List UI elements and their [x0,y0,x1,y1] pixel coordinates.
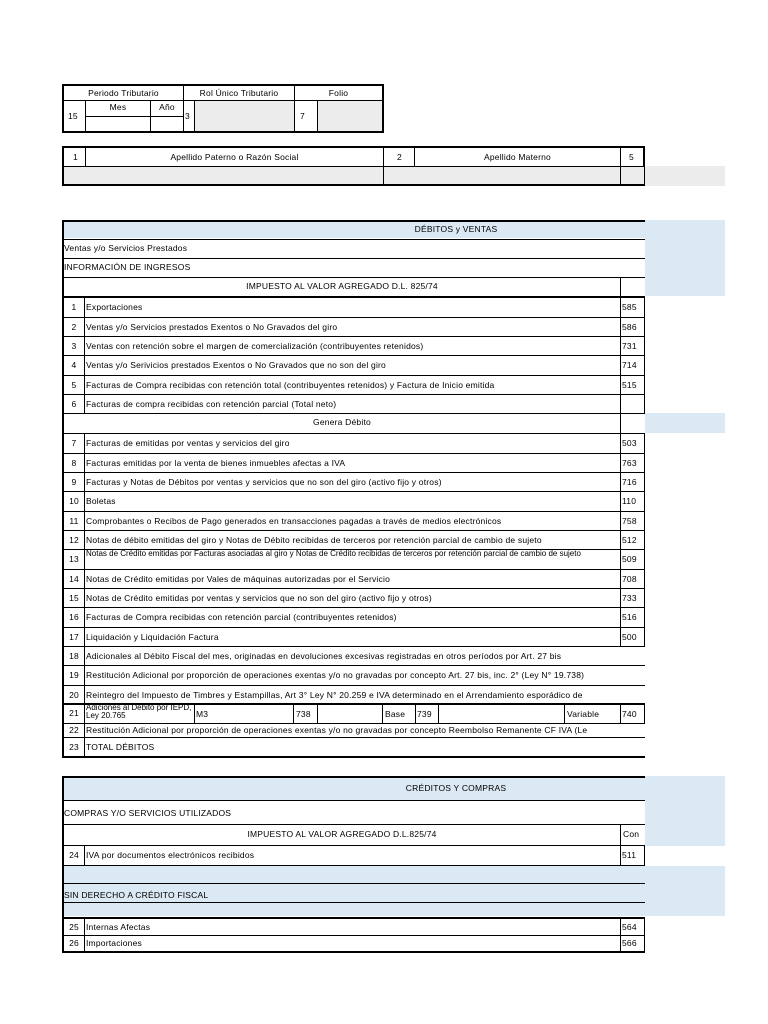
col-divider [84,355,85,375]
mes-input[interactable] [85,116,151,133]
row-number: 4 [71,360,77,370]
col-divider [620,549,621,569]
row-number: 8 [71,458,77,468]
row-number: 5 [71,380,77,390]
col-divider [620,627,621,646]
row-label: Facturas de Compra recibidas con retención parcial (contribuyentes retenidos) [86,612,397,622]
row-number: 1 [71,302,77,312]
rut-input[interactable] [194,100,295,133]
row-divider [62,394,645,395]
row-number: 3 [71,341,77,351]
row-label: Ventas y/o Serivicios prestados Exentos o No Gravados que no son del giro [86,360,386,370]
row-divider [62,569,645,570]
col-divider [644,569,645,588]
row-code: 110 [622,496,637,506]
col-divider [84,530,85,549]
col-divider [84,433,85,453]
row-code: 509 [622,554,637,564]
row-divider [62,685,645,686]
row-divider [62,511,645,512]
sin-derecho-label: SIN DERECHO A CRÉDITO FISCAL [64,890,209,900]
row-number: 15 [69,593,79,603]
col-divider [620,394,621,413]
apellido-paterno-input[interactable] [62,166,384,186]
col-divider [84,491,85,511]
row-divider [62,317,645,318]
row-code: 500 [622,632,637,642]
code-739: 739 [417,709,432,719]
col-divider [84,607,85,627]
code-511: 511 [622,850,637,860]
ventas-subtitle: Ventas y/o Servicios Prestados [64,243,188,253]
col-divider [644,336,645,355]
col-divider [644,317,645,336]
rut-header: Rol Único Tributario [183,84,295,101]
genera-debito-header: Genera Débito [313,417,371,427]
col-divider [620,472,621,491]
row-number: 25 [69,922,79,932]
anio-label: Año [150,100,184,117]
row-divider [62,646,645,647]
row-label: Facturas de emitidas por ventas y servicios del giro [86,438,290,448]
col-divider [644,394,645,413]
row-label: Liquidación y Liquidación Factura [86,632,219,642]
row-number: 13 [69,554,79,564]
row-code: 516 [622,612,637,622]
base-input[interactable] [439,704,563,722]
row-divider [62,607,645,608]
col-divider [84,297,85,317]
col-divider [620,317,621,336]
col-divider [644,511,645,530]
row-label: Notas de Crédito emitidas por Vales de máquinas autorizadas por el Servicio [86,574,390,584]
row-code: 708 [622,574,637,584]
col-divider [644,549,645,569]
row-number: 11 [69,516,79,526]
field-number-1: 1 [62,146,86,167]
row-divider [62,665,645,666]
base-label: Base [385,709,406,719]
col-divider [84,569,85,588]
row-label: Notas de Crédito emitidas por Facturas asociadas al giro y Notas de Crédito recibidas de terceros por retención parcial de cambio de sujeto [86,550,581,558]
row-number: 14 [69,574,79,584]
iva-header: IMPUESTO AL VALOR AGREGADO D.L. 825/74 [246,281,438,291]
apellido-paterno-label: Apellido Paterno o Razón Social [85,146,384,167]
apellido-materno-input[interactable] [383,166,621,186]
folio-header: Folio [294,84,384,101]
row-divider [62,588,645,589]
mes-label: Mes [85,100,151,117]
code-740: 740 [622,709,637,719]
nombres-input-overflow [645,166,725,186]
col-divider [84,472,85,491]
col-divider [644,607,645,627]
row-number: 26 [69,938,79,948]
row-label: Facturas y Notas de Débitos por ventas y servicios que no son del giro (activo fijo y otros) [86,477,442,487]
row-number: 19 [69,670,79,680]
row-number: 16 [69,612,79,622]
row-number: 18 [69,651,79,661]
row-divider [62,375,645,376]
col-divider [84,394,85,413]
col-divider [620,491,621,511]
row-code: 585 [622,302,637,312]
row-number: 17 [69,632,79,642]
col-divider [620,453,621,472]
col-divider [620,433,621,453]
row-divider [62,336,645,337]
row-label: Restitución Adicional por proporción de operaciones exentas y/o no gravadas por concepto Art. 27 bis, inc. 2° (Ley N° 19.738) [86,670,585,680]
col-divider [620,607,621,627]
row-label: Ventas y/o Servicios prestados Exentos o No Gravados del giro [86,322,338,332]
debitos-title: DÉBITOS y VENTAS [414,224,498,234]
col-divider [84,336,85,355]
col-divider [644,588,645,607]
col-divider [620,375,621,394]
row-code: 733 [622,593,637,603]
row-label: Boletas [86,496,116,506]
row-divider [62,433,645,434]
col-divider [620,588,621,607]
row-divider [62,453,645,454]
row-divider [62,297,645,298]
row-divider [62,355,645,356]
row-number: 21 [69,708,79,718]
col-divider [84,646,85,665]
row-label: Adicionales al Débito Fiscal del mes, originadas en devoluciones excesivas registradas en otros períodos por Art. 27 bis [86,651,562,661]
col-divider [84,549,85,569]
row-divider [62,627,645,628]
row-number: 12 [69,535,79,545]
row-label: Exportaciones [86,302,143,312]
row-label: Ventas con retención sobre el margen de comercialización (contribuyentes retenidos) [86,341,424,351]
row-label: Reintegro del Impuesto de Timbres y Estampillas, Art 3° Ley N° 20.259 e IVA determinado en el Arrendamiento esporádico de [86,690,583,700]
creditos-iva-header: IMPUESTO AL VALOR AGREGADO D.L.825/74 [247,829,437,839]
row-code: 731 [622,341,637,351]
col-divider [644,453,645,472]
row-code: 758 [622,516,637,526]
col-divider [84,588,85,607]
row-label: Notas de Crédito emitidas por ventas y servicios que no son del giro (activo fijo y otros) [86,593,432,603]
col-divider [620,297,621,317]
row-24-label: IVA por documentos electrónicos recibidos [86,850,255,860]
col-divider [644,627,645,646]
field-number-5: 5 [620,146,645,167]
col-divider [644,491,645,511]
field-number-15: 15 [62,100,86,133]
total-debitos-label: TOTAL DÉBITOS [86,742,155,752]
row-divider [62,472,645,473]
row-code: 586 [622,322,637,332]
debitos-right-band-2 [645,413,725,433]
col-divider [84,317,85,336]
row-number: 6 [71,399,77,409]
nombres-input[interactable] [620,166,645,186]
col-divider [644,355,645,375]
col-divider [84,665,85,685]
row-number: 9 [71,477,77,487]
field-number-2: 2 [383,146,415,167]
row-label: Facturas emitidas por la venta de bienes inmuebles afectas a IVA [86,458,346,468]
row-26-label: Importaciones [86,938,142,948]
row-label: Facturas de Compra recibidas con retención total (contribuyentes retenidos) y Factura de Inicio emitida [86,380,495,390]
row-code: 763 [622,458,637,468]
col-divider [620,355,621,375]
row-divider [62,530,645,531]
col-divider [620,336,621,355]
col-divider [644,472,645,491]
row-number: 7 [71,438,77,448]
code-738: 738 [296,709,311,719]
col-divider [620,511,621,530]
row-number: 22 [69,725,79,735]
row-code: 515 [622,380,637,390]
col-divider [620,569,621,588]
creditos-title: CRÉDITOS Y COMPRAS [405,783,507,793]
row-label: Comprobantes o Recibos de Pago generados en transacciones pagadas a través de medios electrónicos [86,516,502,526]
field-number-7: 7 [294,100,318,133]
periodo-tributario-header: Periodo Tributario [62,84,184,101]
code-564: 564 [622,922,637,932]
col-divider [644,375,645,394]
row-label: Notas de débito emitidas del giro y Notas de Débito recibidas de terceros por retención parcial de cambio de sujeto [86,535,542,545]
row-code: 512 [622,535,637,545]
compras-subtitle: COMPRAS Y/O SERVICIOS UTILIZADOS [64,808,232,818]
row-number: 20 [69,690,79,700]
col-divider [620,530,621,549]
col-divider [644,297,645,317]
row-number: 10 [69,496,79,506]
row-number: 24 [69,850,79,860]
con-label: Con [623,829,640,839]
apellido-materno-label: Apellido Materno [414,146,621,167]
col-divider [84,453,85,472]
col-divider [644,530,645,549]
field-number-3: 3 [183,100,195,133]
col-divider [644,433,645,453]
folio-input[interactable] [317,100,384,133]
row-code: 716 [622,477,637,487]
m3-input[interactable] [318,704,382,722]
anio-input[interactable] [150,116,184,133]
row-number: 2 [71,322,77,332]
row-25-label: Internas Afectas [86,922,151,932]
row-number: 23 [69,742,79,752]
informacion-ingresos: INFORMACIÓN DE INGRESOS [64,262,191,272]
row-22-label: Restitución Adicional por proporción de operaciones exentas y/o no gravadas por concepto Reembolso Remanente CF IVA (Le [86,725,588,735]
row-21-label: Adiciones al Débito por IEPD, Ley 20.765 [86,704,192,720]
col-divider [84,511,85,530]
variable-label: Variable [567,709,600,719]
row-code: 503 [622,438,637,448]
row-code: 714 [622,360,637,370]
row-divider [62,491,645,492]
row-label: Facturas de compra recibidas con retención parcial (Total neto) [86,399,337,409]
row-divider [62,413,645,414]
m3-label: M3 [196,709,209,719]
col-divider [84,627,85,646]
code-566: 566 [622,938,637,948]
col-divider [84,375,85,394]
col-divider [84,685,85,704]
